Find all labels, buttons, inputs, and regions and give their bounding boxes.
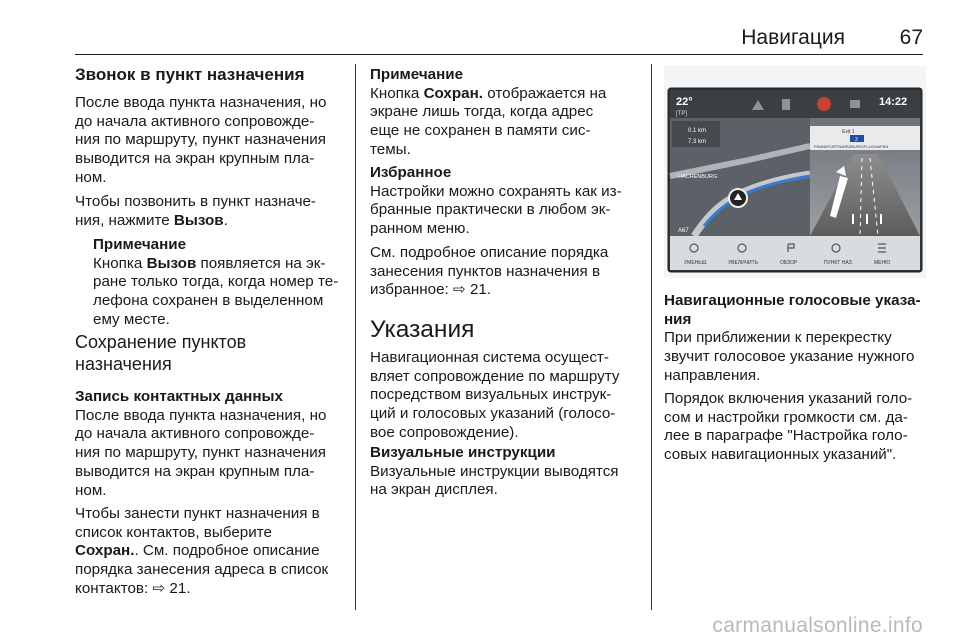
paragraph-line: звучит голосовое указание нужного [664, 348, 915, 366]
note-line: темы. [370, 140, 411, 158]
paragraph-line: Навигационная система осущест- [370, 349, 609, 366]
note-line: экране лишь тогда, когда адрес [370, 103, 594, 121]
distance-total: 7.3 km [688, 139, 707, 145]
note-line: ране только тогда, когда номер те- [93, 273, 339, 291]
paragraph-line: Визуальные инструкции выводятся [370, 462, 619, 480]
heading-call-destination: Звонок в пункт назначения [75, 65, 305, 84]
heading-guidance: Указания [370, 316, 475, 343]
heading-save-destinations: Сохранение пунктов [75, 332, 247, 352]
exit-label: Exit 1 [842, 129, 855, 135]
zoom-in-button[interactable]: УВЕЛИЧИТЬ [728, 260, 758, 266]
direction-sign-text: FRANKFURT/WÜRZBURG/FLUGHAFEN [814, 144, 889, 149]
page-number: 67 [899, 26, 923, 49]
heading-voice-guidance: Навигационные голосовые указа- [664, 292, 921, 309]
street-name: HACHENBURG [678, 174, 718, 180]
paragraph-line: выводится на экран крупным пла- [75, 150, 315, 168]
phone-icon [782, 99, 790, 110]
heading-save-destinations: назначения [75, 354, 172, 374]
paragraph-line: занесения пунктов назначения в [370, 262, 601, 280]
paragraph-line: ния, нажмите Вызов. [75, 211, 228, 229]
paragraph-line: до начала активного сопровожде- [75, 112, 315, 130]
page-ref-arrow-icon: ⇨ [452, 281, 466, 299]
paragraph-line: контактов: ⇨ 21. [75, 579, 191, 597]
heading-voice-guidance: ния [664, 310, 692, 328]
section-title: Навигация [741, 26, 845, 49]
media-icon [850, 100, 860, 108]
road-label: A67 [678, 228, 689, 234]
paragraph-line: вое сопровождение). [370, 423, 519, 441]
note-title: Примечание [93, 236, 187, 253]
paragraph-line: Чтобы занести пункт назначения в [75, 505, 320, 522]
column-divider [355, 64, 356, 610]
paragraph-line: ном. [75, 168, 107, 186]
navigation-display-image [664, 66, 926, 278]
tp-indicator: [TP] [676, 111, 688, 117]
heading-contacts: Запись контактных данных [75, 388, 283, 405]
paragraph-line: ном. [75, 481, 107, 499]
destination-button[interactable]: ПУНКТ НАЗ. [824, 260, 854, 266]
paragraph-line: ния по маршруту, пункт назначения [75, 444, 327, 462]
header-rule [75, 54, 923, 55]
page-ref-link[interactable]: 21 [469, 281, 487, 299]
page-ref-arrow-icon: ⇨ [152, 579, 166, 597]
paragraph-line: См. подробное описание порядка [370, 244, 609, 261]
paragraph-line: до начала активного сопровожде- [75, 425, 315, 443]
note-line: еще не сохранен в памяти сис- [370, 122, 591, 140]
column-divider [651, 64, 652, 610]
note-line: ему месте. [93, 310, 170, 328]
paragraph-line: порядка занесения адреса в список [75, 561, 329, 579]
note-title: Примечание [370, 66, 464, 83]
paragraph-line: При приближении к перекрестку [664, 329, 892, 347]
overview-button[interactable]: ОБЗОР [780, 260, 798, 266]
paragraph-line: бранные практически в любом эк- [370, 201, 611, 219]
paragraph-line: совых навигационных указаний". [664, 446, 897, 464]
note-line: Кнопка Вызов появляется на эк- [93, 254, 326, 272]
distance-next: 0.1 km [688, 128, 707, 134]
paragraph-line: избранное: ⇨ 21. [370, 281, 492, 299]
paragraph-line: Порядок включения указаний голо- [664, 390, 913, 407]
paragraph-line: список контактов, выберите [75, 523, 272, 541]
paragraph-line: ния по маршруту, пункт назначения [75, 131, 327, 149]
paragraph-line: выводится на экран крупным пла- [75, 462, 315, 480]
note-line: лефона сохранен в выделенном [93, 292, 324, 310]
nav-active-icon [817, 97, 831, 111]
paragraph-line: Чтобы позвонить в пункт назначе- [75, 193, 316, 210]
zoom-out-button[interactable]: УМЕНЬШ. [684, 260, 708, 266]
paragraph-line: направления. [664, 366, 761, 384]
paragraph-line: ранном меню. [370, 220, 470, 238]
watermark: carmanualsonline.info [712, 614, 923, 637]
heading-visual-instructions: Визуальные инструкции [370, 444, 556, 461]
menu-button[interactable]: МЕНЮ [874, 260, 891, 266]
page-ref-link[interactable]: 21 [169, 579, 187, 597]
paragraph-line: посредством визуальных инструк- [370, 386, 612, 404]
paragraph-line: После ввода пункта назначения, но [75, 94, 327, 111]
paragraph-line: на экран дисплея. [370, 481, 498, 499]
paragraph-line: Сохран.. См. подробное описание [75, 542, 320, 560]
paragraph-line: ций и голосовых указаний (голосо- [370, 405, 616, 423]
heading-favourites: Избранное [370, 164, 452, 181]
paragraph-line: вляет сопровождение по маршруту [370, 367, 620, 385]
paragraph-line: После ввода пункта назначения, но [75, 406, 327, 424]
call-button-ref: Вызов [173, 211, 224, 229]
temperature-text: 22° [676, 96, 693, 108]
paragraph-line: сом и настройки громкости см. да- [664, 408, 908, 426]
exit-number: 3 [855, 137, 858, 143]
note-line: Кнопка Сохран. отображается на [370, 84, 607, 102]
clock-text: 14:22 [879, 96, 908, 108]
paragraph-line: Настройки можно сохранять как из- [370, 182, 622, 200]
paragraph-line: лее в параграфе "Настройка голо- [664, 427, 908, 445]
